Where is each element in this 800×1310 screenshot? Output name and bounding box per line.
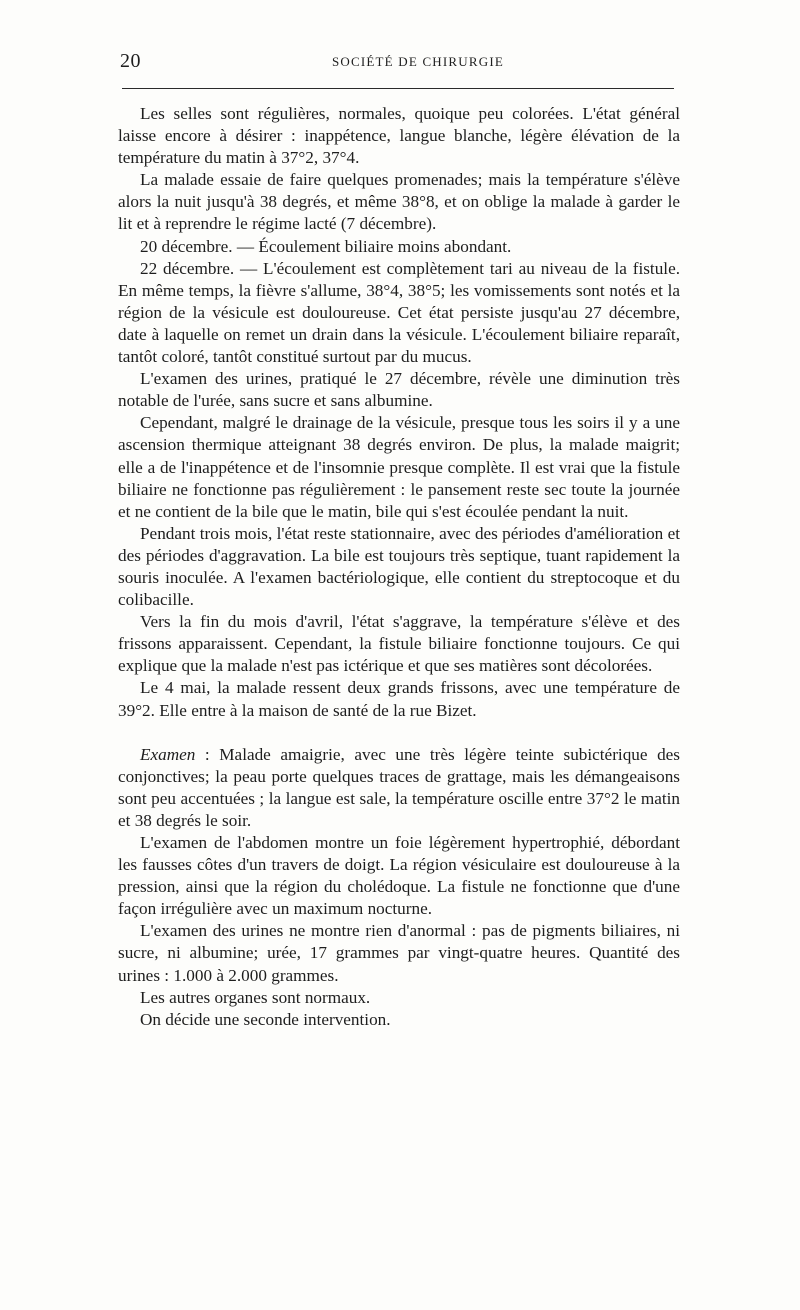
running-title: SOCIÉTÉ DE CHIRURGIE <box>331 54 505 69</box>
paragraph-examen <box>118 744 680 832</box>
paragraph: 22 décembre. — L'écoulement est complètement tari au niveau de la fistule. En même temps, la fièvre s'allume, 38°4, 38°5; les vomissements sont notés et la région de la vésicule est douloureuse. Cet état persiste jusqu'au 27 décembre, date à laquelle on remet un drain dans la vésicule. L'écoulement biliaire reparaît, tantôt coloré, tantôt constitué surtout par du mucus. <box>118 258 680 367</box>
paragraph: Les autres organes sont normaux. <box>140 987 371 1007</box>
paragraph: Le 4 mai, la malade ressent deux grands frissons, avec une température de 39°2. Elle entre à la maison de santé de la rue Bizet. <box>118 678 680 720</box>
paragraph: L'examen de l'abdomen montre un foie légèrement hypertrophié, débordant les fausses côtes d'un travers de doigt. La région vésiculaire est douloureuse à la pression, ainsi que la région du cholédoque. La fistule ne fonctionne que d'une façon irrégulière avec un maximum nocturne. <box>118 833 680 919</box>
paragraph: La malade essaie de faire quelques promenades; mais la température s'élève alors la nuit jusqu'à 38 degrés, et même 38°8, et on oblige la malade à garder le lit et à reprendre le régime lacté (7 décembre). <box>118 170 680 234</box>
paragraph: On décide une seconde intervention. <box>140 1009 391 1029</box>
paragraph: 20 décembre. — Écoulement biliaire moins abondant. <box>140 236 512 256</box>
paragraph: Les selles sont régulières, normales, quoique peu colorées. L'état général laisse encore à désirer : inappétence, langue blanche, légère élévation de la température du matin à 37°2, 37°4. <box>118 104 680 168</box>
header-rule <box>122 88 674 89</box>
paragraph: Cependant, malgré le drainage de la vésicule, presque tous les soirs il y a une ascension thermique atteignant 38 degrés environ. De plus, la malade maigrit; elle a de l'inappétence et de l'insomnie presque complète. Il est vrai que la fistule biliaire ne fonctionne pas régulièrement : le pansement reste sec toute la journée et ne contient de la bile que le matin, bile qui s'est écoulée pendant la nuit. <box>118 413 680 521</box>
page-header <box>118 48 678 78</box>
examen-lead: Examen <box>140 744 196 764</box>
paragraph: L'examen des urines, pratiqué le 27 décembre, révèle une diminution très notable de l'urée, sans sucre et sans albumine. <box>118 369 680 411</box>
body-text <box>118 103 680 1031</box>
paragraph: Pendant trois mois, l'état reste stationnaire, avec des périodes d'amélioration et des périodes d'aggravation. La bile est toujours très septique, tuant rapidement la souris inoculée. A l'examen bactériologique, elle contient du streptocoque et du colibacille. <box>118 523 680 610</box>
paragraph: Vers la fin du mois d'avril, l'état s'aggrave, la température s'élève et des frissons apparaissent. Cependant, la fistule biliaire fonctionne toujours. Ce qui explique que la malade n'est pas ictérique et que ses matières sont décolorées. <box>118 612 680 676</box>
page-number: 20 <box>120 50 141 72</box>
examen-text: : Malade amaigrie, avec une très légère teinte subictérique des conjonctives; la peau porte quelques traces de grattage, mais les démangeaisons sont peu accentuées ; la langue est sale, la température oscille entre 37°2 le matin et 38 degrés le soir. <box>118 744 680 830</box>
paragraph: L'examen des urines ne montre rien d'anormal : pas de pigments biliaires, ni sucre, ni albumine; urée, 17 grammes par vingt-quatre heures. Quantité des urines : 1.000 à 2.000 grammes. <box>118 921 680 985</box>
